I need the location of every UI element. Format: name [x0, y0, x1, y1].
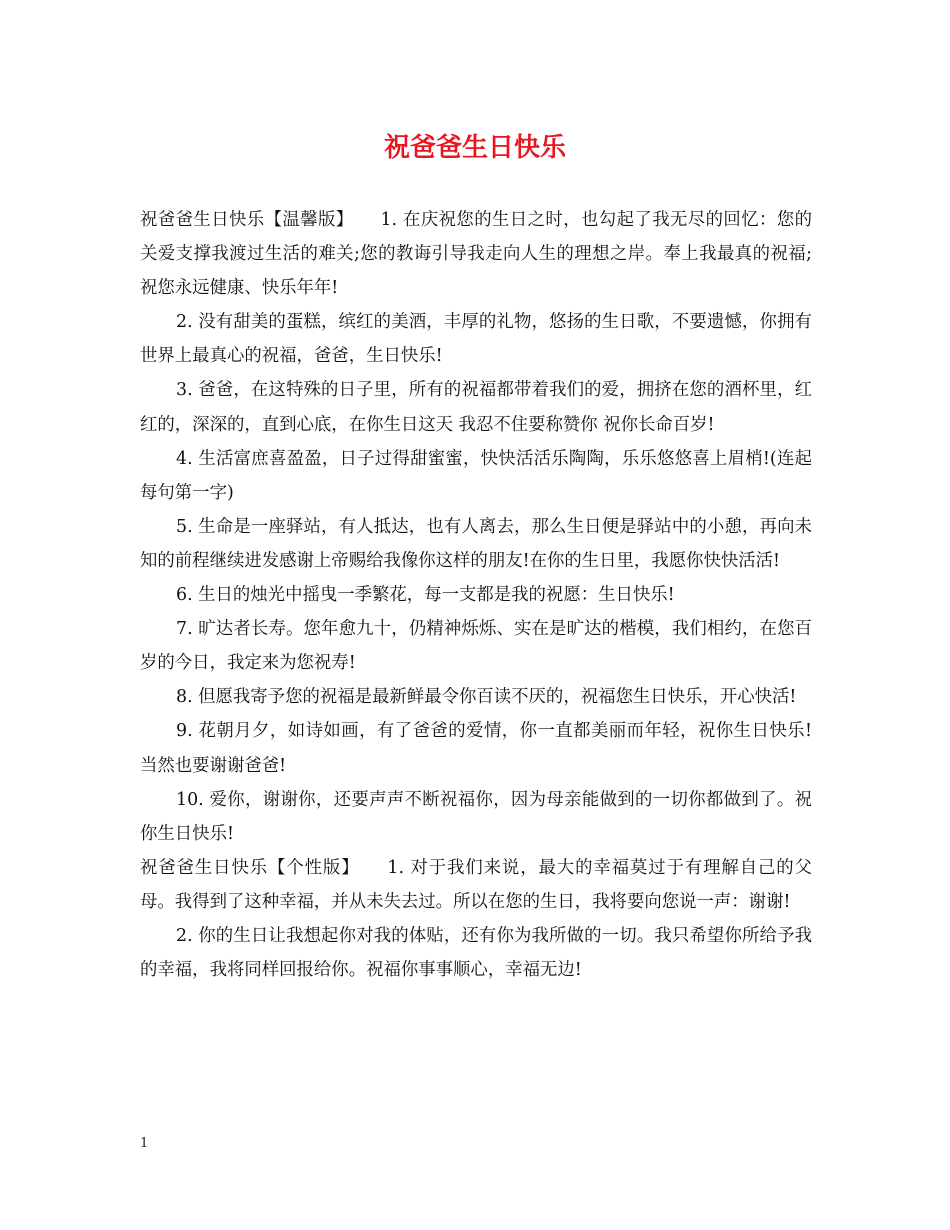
paragraph-personal-2: 2. 你的生日让我想起你对我的体贴，还有你为我所做的一切。我只希望你所给予我的幸福，我将同样回报给你。祝福你事事顺心，幸福无边!: [140, 925, 812, 981]
paragraph-9: 9. 花朝月夕，如诗如画，有了爸爸的爱情，你一直都美丽而年轻，祝你生日快乐!当然也要谢谢爸爸!: [140, 721, 812, 776]
paragraph-10: 10. 爱你，谢谢你，还要声声不断祝福你，因为母亲能做到的一切你都做到了。祝你生日快乐!: [140, 789, 812, 844]
paragraph-warm-version-1: 祝爸爸生日快乐【温馨版】 1. 在庆祝您的生日之时，也勾起了我无尽的回忆：您的关爱支撑我渡过生活的难关;您的教诲引导我走向人生的理想之岸。奉上我最真的祝福;祝您永远健康、快乐年年!: [140, 210, 812, 299]
page-number: 1: [140, 1136, 149, 1151]
document-body: [140, 203, 812, 987]
paragraph-7: 7. 旷达者长寿。您年愈九十，仍精神烁烁、实在是旷达的楷模，我们相约，在您百岁的今日，我定来为您祝寿!: [140, 619, 812, 674]
paragraph-3: 3. 爸爸，在这特殊的日子里，所有的祝福都带着我们的爱，拥挤在您的酒杯里，红红的，深深的，直到心底，在你生日这天 我忍不住要称赞你 祝你长命百岁!: [140, 380, 812, 435]
document-title: 祝爸爸生日快乐: [383, 133, 566, 163]
paragraph-personal-version-1: 祝爸爸生日快乐【个性版】 1. 对于我们来说，最大的幸福莫过于有理解自己的父母。我得到了这种幸福，并从未失去过。所以在您的生日，我将要向您说一声：谢谢!: [140, 857, 812, 912]
paragraph-5: 5. 生命是一座驿站，有人抵达，也有人离去，那么生日便是驿站中的小憩，再向未知的前程继续进发感谢上帝赐给我像你这样的朋友!在你的生日里，我愿你快快活活!: [140, 516, 812, 571]
paragraph-4: 4. 生活富庶喜盈盈，日子过得甜蜜蜜，快快活活乐陶陶，乐乐悠悠喜上眉梢!(连起每句第一字): [140, 448, 812, 503]
paragraph-6: 6. 生日的烛光中摇曳一季繁花，每一支都是我的祝愿：生日快乐!: [176, 585, 675, 606]
paragraph-8: 8. 但愿我寄予您的祝福是最新鲜最令你百读不厌的，祝福您生日快乐，开心快活!: [176, 687, 797, 708]
paragraph-2: 2. 没有甜美的蛋糕，缤红的美酒，丰厚的礼物，悠扬的生日歌，不要遗憾，你拥有世界上最真心的祝福，爸爸，生日快乐!: [140, 312, 812, 367]
